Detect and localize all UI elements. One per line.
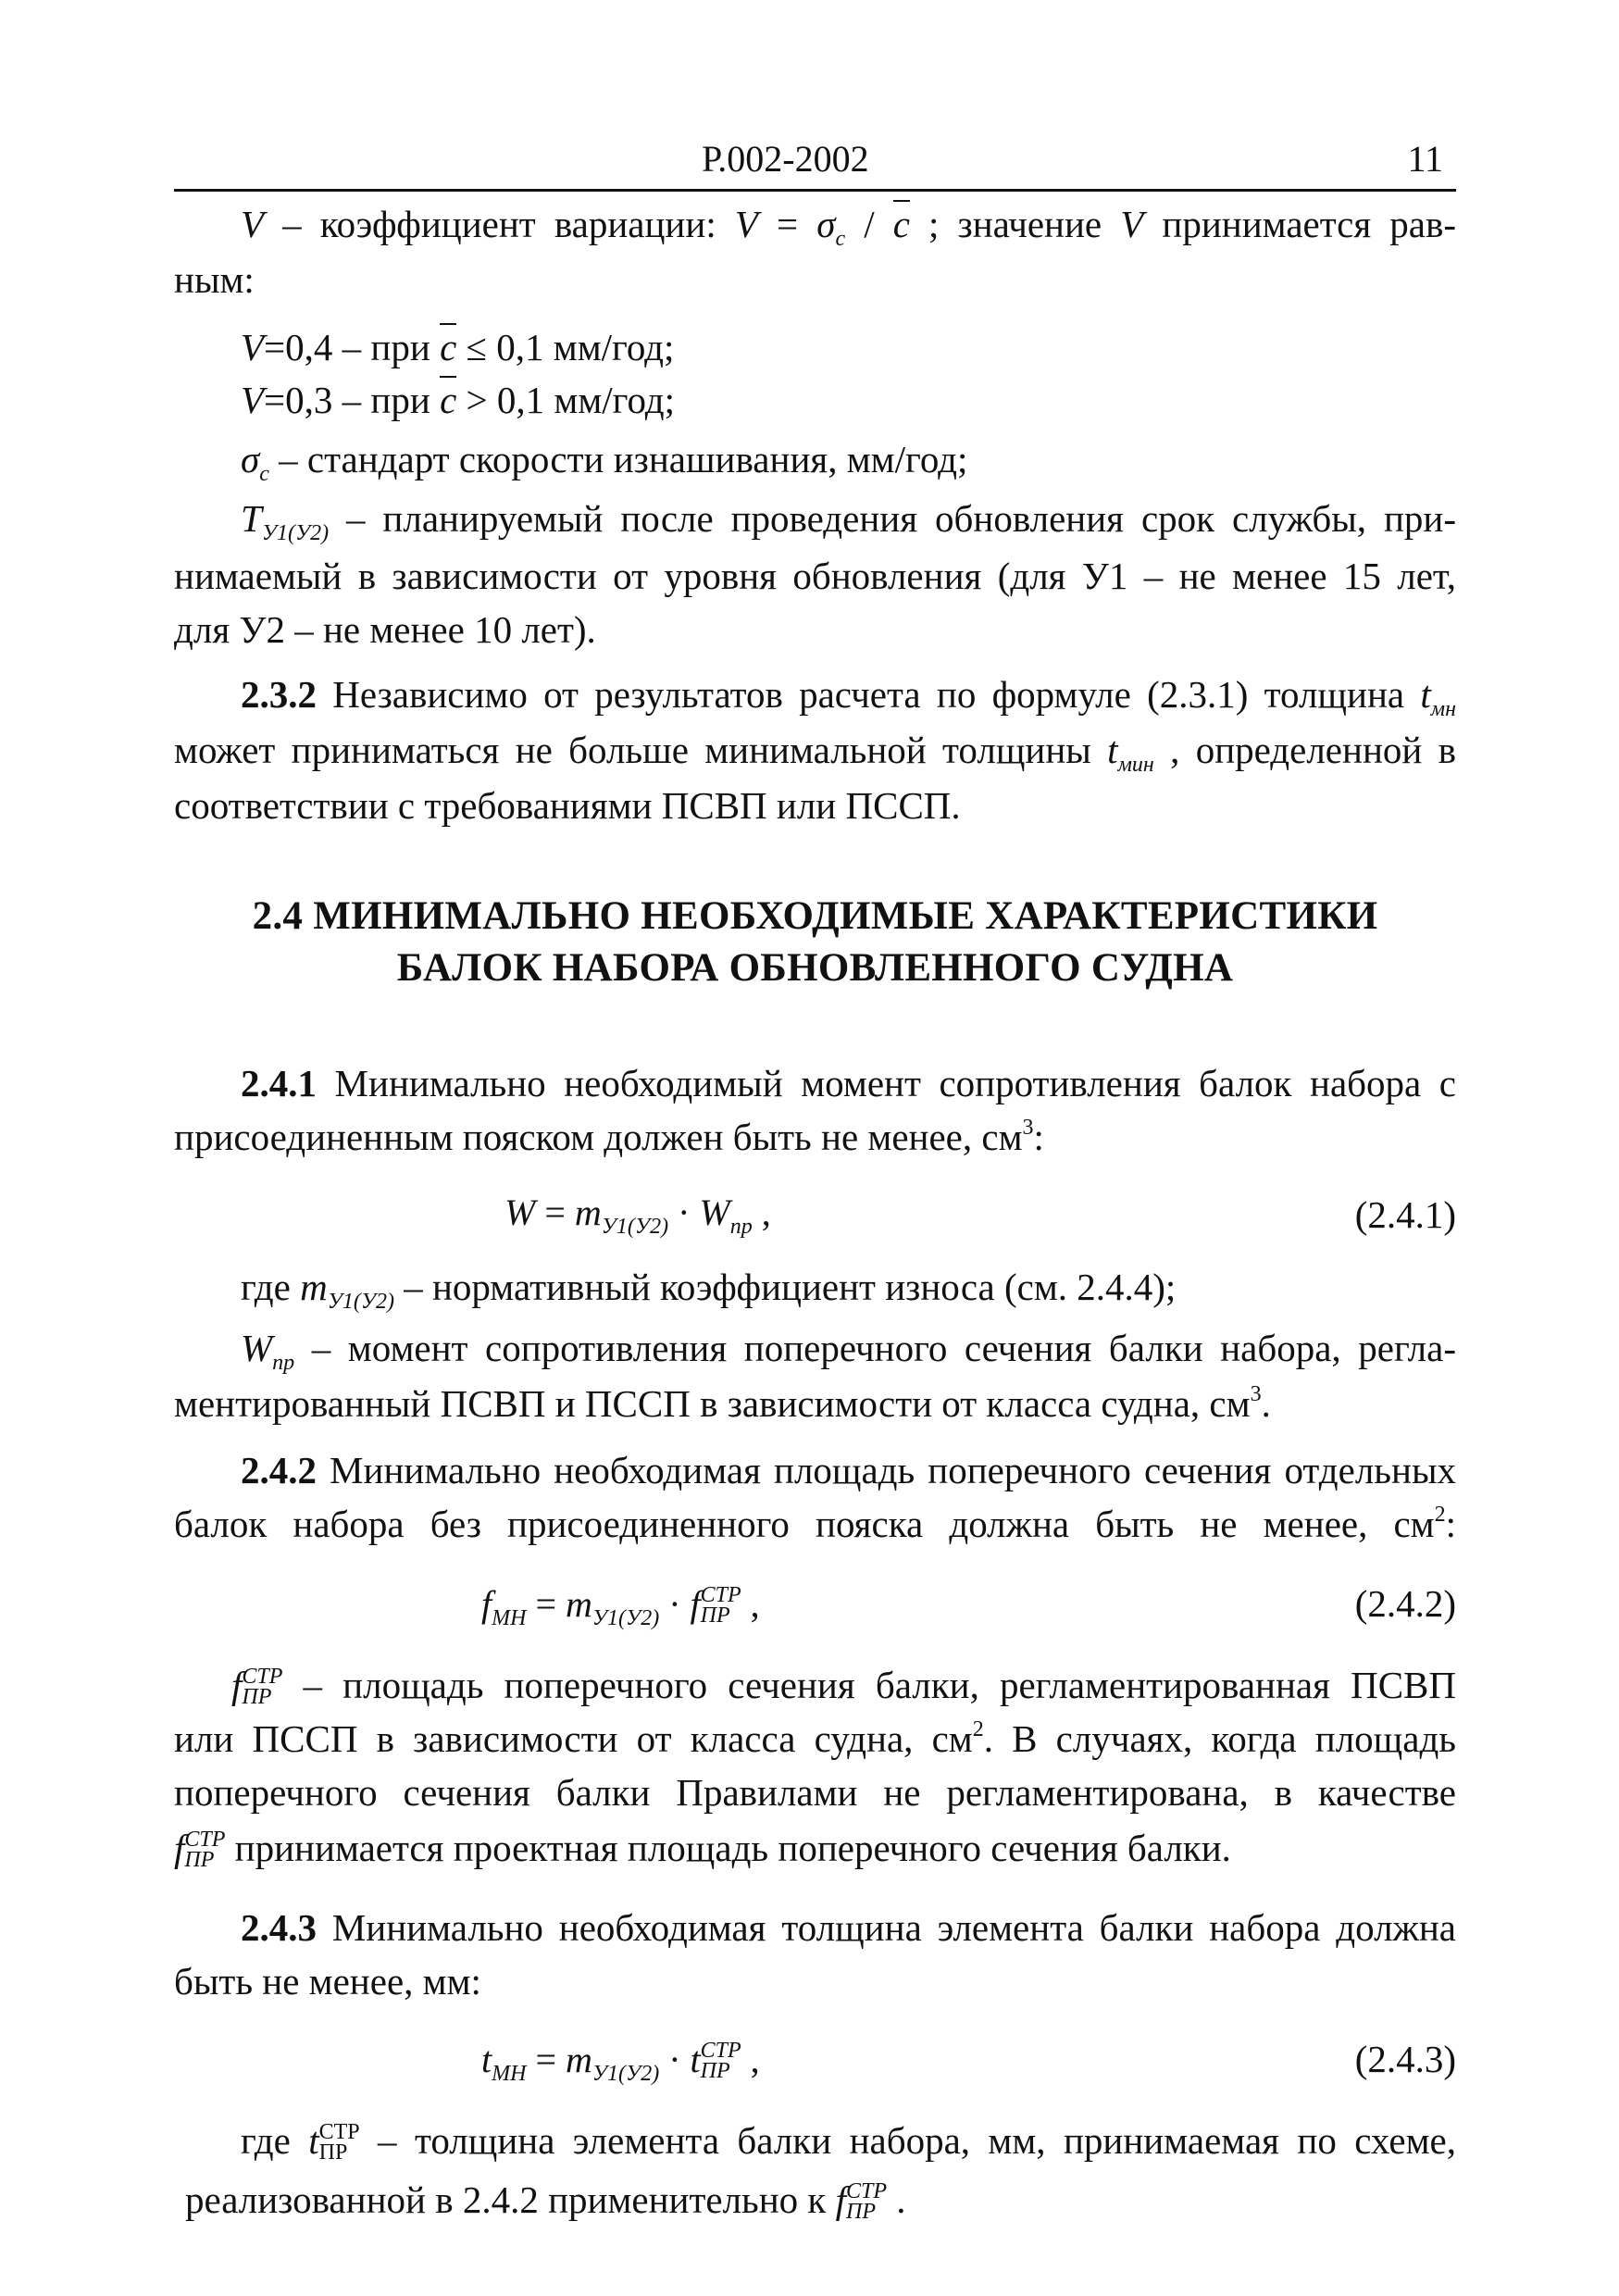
fpr-definition-line-1: f СТР ПР – площадь поперечного сечения балки, регламентированная ПСВП [231,1664,1456,1709]
paragraph-2-3-2-line-3: соответствии с требованиями ПСВП или ПССП. [174,784,961,827]
sigma-definition: $\sigma_c$ – стандарт скорости изнашивания, мм/год; [241,438,968,486]
formula-2-4-3: $t_{МН} = m_{У1(У2)} \cdot t$ СТР ПР , [481,2039,760,2086]
formula-2-4-1: $W = m_{У1(У2)} \cdot W_{пр}$ , [504,1192,771,1239]
m-coefficient-definition: где $m_{У1(У2)}$ – нормативный коэффициент износа (см. 2.4.4); [241,1266,1177,1314]
tpr-definition-line-1: где t СТР ПР – толщина элемента балки набора, мм, принимаемая по схеме, [241,2119,1456,2165]
t-definition-line-3: для У2 – не менее 10 лет). [174,608,596,651]
tpr-definition-line-2: реализованной в 2.4.2 применительно к f СТР ПР . [185,2178,906,2224]
wpr-definition-line-2: ментированный ПСВП и ПССП в зависимости от класса судна, $см^3$. [174,1382,1271,1425]
section-title-line-1: 2.4 МИНИМАЛЬНО НЕОБХОДИМЫЕ ХАРАКТЕРИСТИКИ [252,894,1378,938]
paragraph-2-4-1-line-1: 2.4.1 Минимально необходимый момент сопротивления балок набора с [241,1062,1456,1104]
v-definition-continuation: ным: [174,258,255,301]
v-case-2: V=0,3 – при c > 0,1 мм/год; [241,381,675,419]
paragraph-2-3-2-line-2: может приниматься не больше минимальной толщины $t_{мин}$ , определенной в [174,729,1456,777]
formula-2-4-2: $f_{МН} = m_{У1(У2)} \cdot f$ СТР ПР , [481,1583,760,1630]
page-header [174,137,1456,192]
paragraph-2-4-3-line-1: 2.4.3 Минимально необходимая толщина элемента балки набора должна [241,1906,1456,1949]
fpr-definition-line-2: или ПССП в зависимости от класса судна, $см^2$. В случаях, когда площадь [174,1717,1456,1760]
paragraph-2-4-1-line-2: присоединенным пояском должен быть не менее, $см^3$: [174,1116,1044,1158]
formula-2-4-3-number: (2.4.3) [1354,2038,1456,2080]
t-definition-line-2: нимаемый в зависимости от уровня обновления (для У1 – не менее 15 лет, [174,555,1456,597]
fpr-definition-line-3: поперечного сечения балки Правилами не регламентирована, в качестве [174,1771,1456,1814]
v-case-1: V=0,4 – при c ≤ 0,1 мм/год; [241,329,674,367]
fpr-definition-line-4: f СТР ПР принимается проектная площадь поперечного сечения балки. [174,1827,1231,1872]
formula-2-4-2-number: (2.4.2) [1354,1582,1456,1625]
v-definition-line: V – коэффициент вариации: $V = \sigma_c / c$ ; значение V принимается рав- [241,206,1456,243]
document-code: Р.002-2002 [702,138,869,180]
formula-2-4-1-number: (2.4.1) [1354,1193,1456,1236]
page-number: 11 [1407,138,1443,180]
t-definition-line-1: $T_{У1(У2)}$ – планируемый после проведения обновления срок службы, при- [241,497,1456,545]
paragraph-2-4-2-line-2: балок набора без присоединенного пояска должна быть не менее, $см^2$: [174,1503,1456,1545]
wpr-definition-line-1: $W_{пр}$ – момент сопротивления поперечного сечения балки набора, регла- [241,1327,1456,1375]
paragraph-2-4-2-line-1: 2.4.2 Минимально необходимая площадь поперечного сечения отдельных [241,1449,1456,1491]
section-title-line-2: БАЛОК НАБОРА ОБНОВЛЕННОГО СУДНА [396,946,1234,990]
paragraph-2-3-2-line-1: 2.3.2 Независимо от результатов расчета по формуле (2.3.1) толщина $t_{мн}$ [241,673,1456,721]
paragraph-2-4-3-line-2: быть не менее, мм: [174,1960,481,2003]
